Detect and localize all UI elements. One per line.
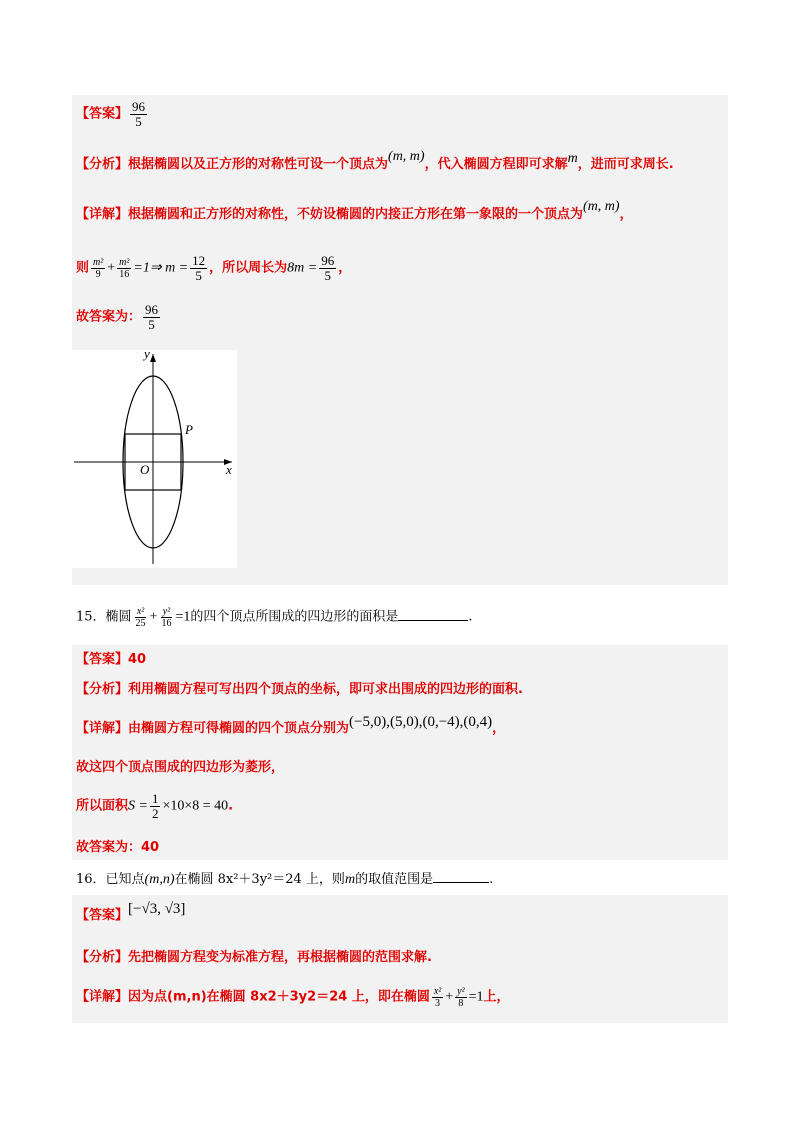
answer-label: 【答案】: [76, 106, 129, 122]
q15-area: 所以面积S = $\frac{1}{2}$ ×10×8 = 40.: [76, 791, 234, 821]
q15-answer: 【答案】40: [76, 652, 147, 667]
detail-label: 【详解】: [76, 207, 129, 222]
q14-detail: 【详解】根据椭圆和正方形的对称性，不妨设椭圆的内接正方形在第一象限的一个顶点为(m, m)，: [76, 199, 633, 222]
q14-analysis: 【分析】根据椭圆以及正方形的对称性可设一个顶点为(m, m)，代入椭圆方程即可求解m，进而可求周长.: [76, 149, 674, 172]
ellipse-diagram: [72, 350, 237, 568]
q14-equation: 则 $\frac{\text{m²}}{9}$ + $\frac{\text{m²}}{16}$ =1⇒ m = $\frac{12}{5}$ ，所以周长为8m = $\frac{96}{5}$ ，: [76, 253, 352, 283]
q15-detail: 【详解】由椭圆方程可得椭圆的四个顶点分别为(−5,0),(5,0),(0,−4),(0,4)，: [76, 714, 506, 736]
q16-question: 16．已知点(m,n)在椭圆 8x²＋3y²＝24 上，则m的取值范围是 .: [76, 872, 494, 887]
q15-analysis: 【分析】利用椭圆方程可写出四个顶点的坐标，即可求出围成的四边形的面积.: [76, 682, 523, 697]
q16-detail: 【详解】因为点(m,n)在椭圆 8x2＋3y2＝24 上，即在椭圆 $\frac{\text{x²}}{3}$ + $\frac{\text{y²}}{8}$ =1上，: [76, 986, 510, 1009]
answer-blank: [398, 608, 468, 621]
q15-final: 故答案为：40: [76, 840, 160, 855]
ellipse-figure: [72, 350, 237, 568]
q15-question: 15．椭圆 $\frac{\text{x²}}{25}$ + $\frac{\text{y²}}{16}$ =1的四个顶点所围成的四边形的面积是 .: [76, 606, 473, 629]
q14-final: 故答案为： $\frac{96}{5}$: [76, 302, 159, 332]
x-label: x: [226, 462, 232, 477]
origin-label: O: [140, 462, 150, 477]
answer-fraction: $\frac{96}{5}$: [132, 99, 146, 129]
y-label: y: [144, 350, 150, 361]
q14-answer: [76, 100, 149, 129]
analysis-label: 【分析】: [76, 157, 129, 172]
answer-blank: [433, 870, 489, 883]
point-p-label: P: [185, 422, 193, 437]
q15-solution-block: [72, 645, 728, 860]
q16-analysis: 【分析】先把椭圆方程变为标准方程，再根据椭圆的范围求解.: [76, 950, 432, 965]
q15-rhombus: 故这四个顶点围成的四边形为菱形，: [76, 760, 285, 775]
q16-answer: 【答案】[−√3, √3]: [76, 901, 186, 923]
y-arrow: [150, 354, 156, 362]
